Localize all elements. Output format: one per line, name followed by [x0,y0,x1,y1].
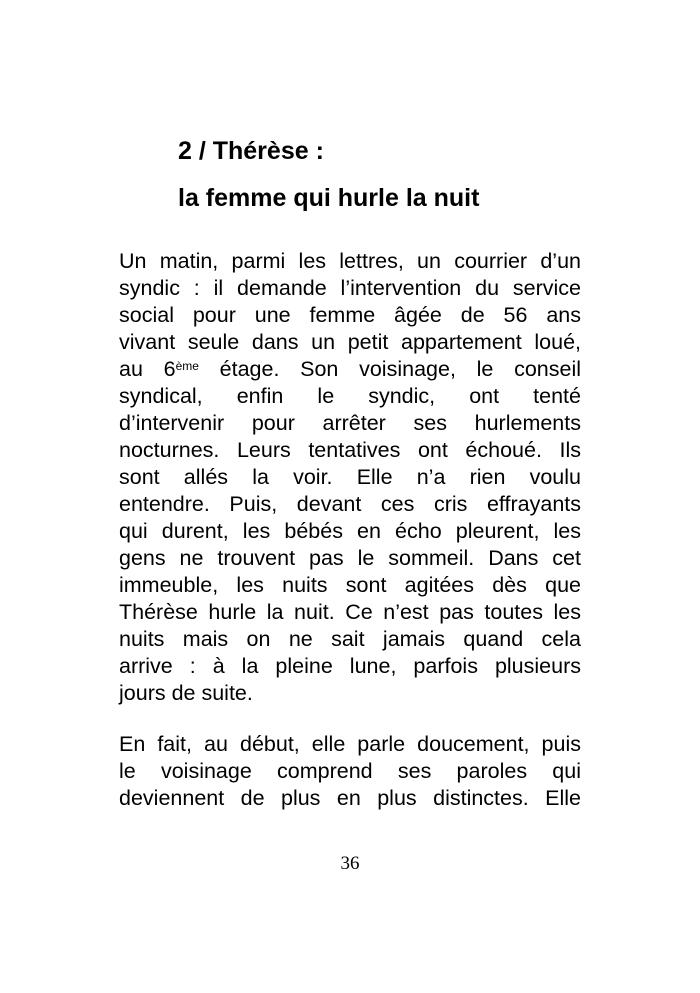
body-paragraph [119,248,581,707]
text-line [119,356,581,383]
text-fragment: au 6 [119,357,176,381]
text-line: Un matin, parmi les lettres, un courrier d’un [119,249,581,273]
text-line: qui durent, les bébés en écho pleurent, les [119,519,581,543]
chapter-heading: 2 / Thérèse : [178,137,324,165]
text-line: Thérèse hurle la nuit. Ce n’est pas toutes les [119,600,581,624]
ordinal-superscript: ème [175,359,199,373]
text-line: nocturnes. Leurs tentatives ont échoué. Ils [119,438,581,462]
text-line: d’intervenir pour arrêter ses hurlements [119,411,581,435]
text-line: syndic : il demande l’intervention du service [119,276,581,300]
text-line: social pour une femme âgée de 56 ans [119,303,581,327]
text-line: deviennent de plus en plus distinctes. Elle [119,786,581,810]
page-number: 36 [340,853,360,874]
text-line: gens ne trouvent pas le sommeil. Dans cet [119,546,581,570]
text-line: arrive : à la pleine lune, parfois plusieurs [119,654,581,678]
text-line: En fait, au début, elle parle doucement, puis [119,732,581,756]
chapter-subtitle: la femme qui hurle la nuit [178,184,480,212]
text-line: nuits mais on ne sait jamais quand cela [119,627,581,651]
text-line: vivant seule dans un petit appartement loué, [119,330,581,354]
text-line: immeuble, les nuits sont agitées dès que [119,573,581,597]
body-paragraph [119,731,581,812]
text-line: syndical, enfin le syndic, ont tenté [119,384,581,408]
text-line: entendre. Puis, devant ces cris effrayants [119,492,581,516]
text-line: jours de suite. [119,681,253,705]
text-line: sont allés la voir. Elle n’a rien voulu [119,465,581,489]
text-fragment: étage. Son voisinage, le conseil [198,357,581,381]
text-line: le voisinage comprend ses paroles qui [119,759,581,783]
